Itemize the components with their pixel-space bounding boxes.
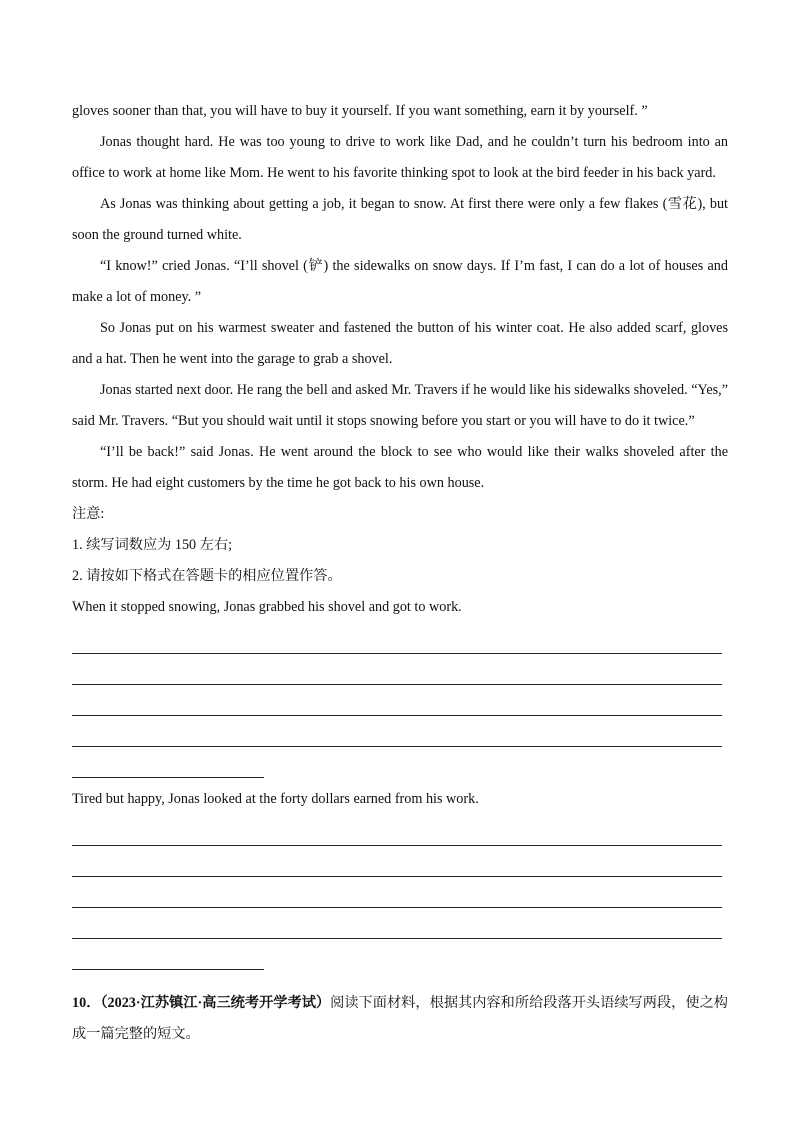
note-item-2: 2. 请按如下格式在答题卡的相应位置作答。: [72, 568, 342, 584]
answer-block-2: [72, 784, 728, 970]
question-number: 10．: [72, 995, 101, 1011]
prompt-first: When it stopped snowing, Jonas grabbed his shovel and got to work.: [72, 599, 462, 615]
story-paragraph-3: As Jonas was thinking about getting a job, it began to snow. At first there were only a few flakes (雪花), but soon the ground turned white.: [72, 196, 728, 243]
notes-heading: 注意:: [72, 506, 105, 522]
story-paragraph-4: “I know!” cried Jonas. “I’ll shovel (铲) the sidewalks on snow days. If I’m fast, I can do a lot of houses and make a lot of money. ”: [72, 258, 728, 305]
answer-block-1: [72, 592, 728, 778]
answer-line[interactable]: [72, 846, 722, 877]
answer-line[interactable]: [72, 654, 722, 685]
answer-line[interactable]: [72, 908, 722, 939]
story-paragraph-2: Jonas thought hard. He was too young to drive to work like Dad, and he couldn’t turn his bedroom into an office to work at home like Mom. He went to his favorite thinking spot to look at the bird feeder in his back yard.: [72, 134, 728, 181]
answer-line-short[interactable]: [72, 939, 264, 970]
notes-section: [72, 499, 728, 592]
answer-line[interactable]: [72, 815, 722, 846]
story-paragraph-1: gloves sooner than that, you will have to buy it yourself. If you want something, earn it by yourself. ”: [72, 103, 648, 119]
document-page: [72, 96, 728, 1050]
prompt-second: Tired but happy, Jonas looked at the forty dollars earned from his work.: [72, 791, 479, 807]
next-question: [72, 988, 728, 1050]
story-paragraph-6: Jonas started next door. He rang the bell and asked Mr. Travers if he would like his sidewalks shoveled. “Yes,” said Mr. Travers. “But you should wait until it stops snowing before you start or you will have to do it twice.”: [72, 382, 728, 429]
note-item-1: 1. 续写词数应为 150 左右;: [72, 537, 233, 553]
question-instruction: 阅读下面材料，根据其内容和所给段落开头语续写两段，使之构成一篇完整的短文。: [72, 995, 728, 1042]
answer-line[interactable]: [72, 623, 722, 654]
story-paragraph-7: “I’ll be back!” said Jonas. He went around the block to see who would like their walks shoveled after the storm. He had eight customers by the time he got back to his own house.: [72, 444, 728, 491]
answer-line[interactable]: [72, 685, 722, 716]
answer-line-short[interactable]: [72, 747, 264, 778]
story-section: [72, 96, 728, 499]
answer-line[interactable]: [72, 716, 722, 747]
answer-line[interactable]: [72, 877, 722, 908]
question-source: （2023·江苏镇江·高三统考开学考试）: [100, 995, 331, 1011]
story-paragraph-5: So Jonas put on his warmest sweater and fastened the button of his winter coat. He also added scarf, gloves and a hat. Then he went into the garage to grab a shovel.: [72, 320, 728, 367]
